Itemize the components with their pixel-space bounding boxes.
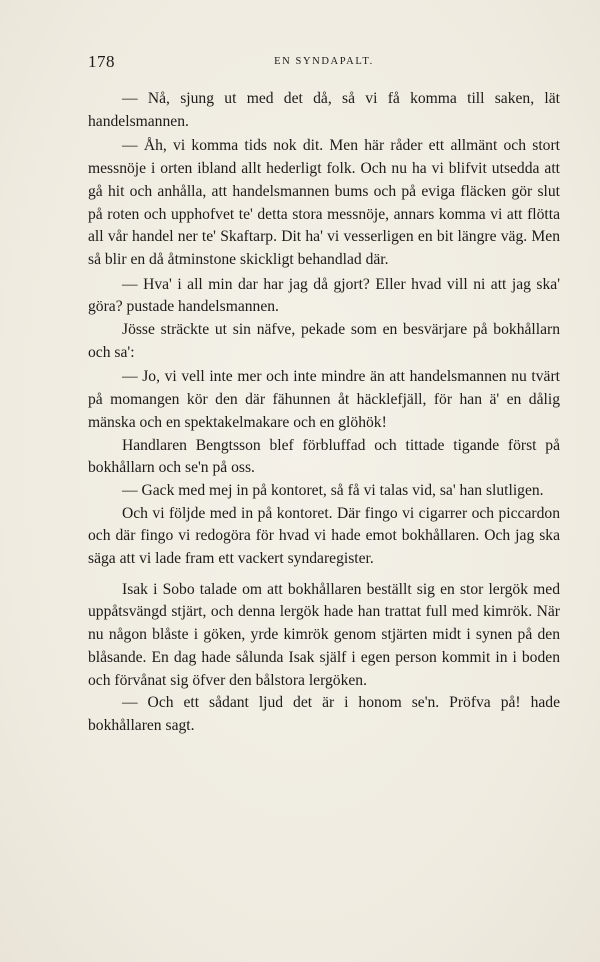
paragraph-1: — Nå, sjung ut med det då, så vi få komma till saken, lät handelsmannen.	[88, 90, 560, 130]
page-header	[88, 52, 560, 74]
paragraph-2: — Åh, vi komma tids nok dit. Men här råder ett allmänt och stort messnöje i orten ibland allt hederligt folk. Och nu ha vi blifvit utsedda att gå hit och anhålla, att handelsmannen bums och på eviga fläcken gör slut på roten och upphofvet te' detta stora messnöje, annars komma vi att flötta all vår handel ner te' Skaftarp. Dit ha' vi vesserligen en bit längre väg. Men så blir en då åtminstone skickligt behandlad där.	[88, 137, 560, 268]
paragraph-7: — Gack med mej in på kontoret, så få vi talas vid, sa' han slutligen.	[122, 481, 544, 499]
paragraph-5: — Jo, vi vell inte mer och inte mindre än att handelsmannen nu tvärt på momangen kör den där fähunnen åt häcklefjäll, för han ä' en dålig mänska och en spektakelmakare och en glöhök!	[88, 368, 560, 431]
paragraph-4: Jösse sträckte ut sin näfve, pekade som en besvärjare på bokhållarn och sa':	[88, 321, 560, 361]
running-title: EN SYNDAPALT.	[274, 56, 374, 67]
page-number: 178	[88, 52, 115, 71]
paragraph-6: Handlaren Bengtsson blef förbluffad och tittade tigande först på bokhållarn och se'n på oss.	[88, 436, 560, 477]
paragraph-3: — Hva' i all min dar har jag då gjort? Eller hvad vill ni att jag ska' göra? pustade handelsmannen.	[88, 275, 560, 316]
body-text	[88, 88, 560, 738]
paragraph-8: Och vi följde med in på kontoret. Där fingo vi cigarrer och piccardon och där fingo vi redogöra för hvad vi hade emot bokhållaren. Och jag ska säga att vi lade fram ett vackert syndaregister.	[88, 504, 560, 568]
paragraph-9: Isak i Sobo talade om att bokhållaren beställt sig en stor lergök med uppåtsvängd stjärt, och denna lergök hade han trattat full med kimrök. När nu någon blåste i göken, yrde kimrök genom stjärten midt i synen på den blåsande. En dag hade sålunda Isak själf i egen person kommit in i boden och förvånat sig öfver den bålstora lergöken.	[88, 580, 560, 689]
paragraph-10: — Och ett sådant ljud det är i honom se'n. Pröfva på! hade bokhållaren sagt.	[88, 694, 560, 734]
